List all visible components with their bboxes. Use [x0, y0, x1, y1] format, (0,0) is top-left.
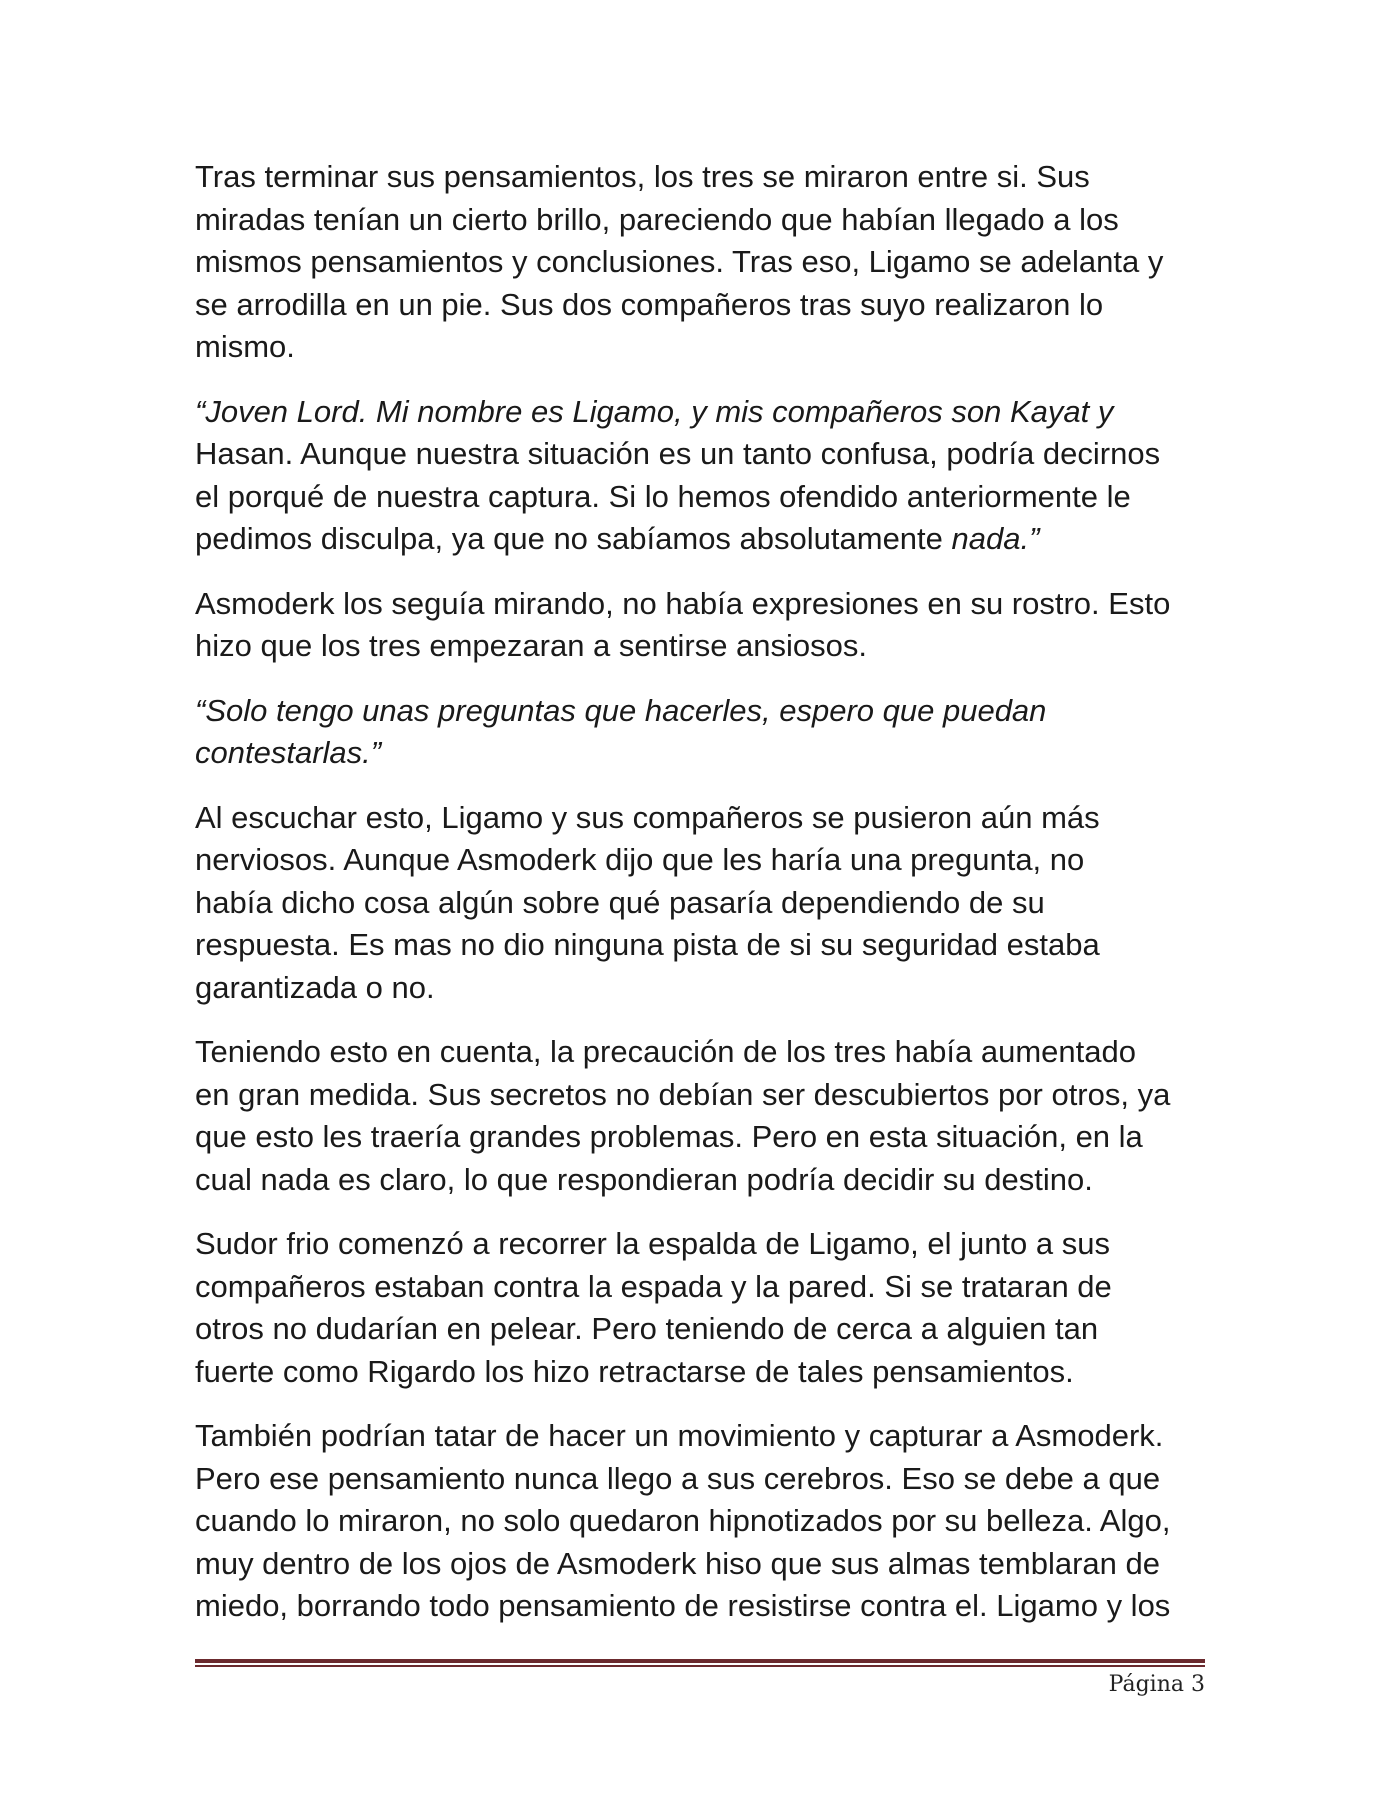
dialogue-italic-end: nada.”	[951, 521, 1040, 556]
footer-rule-thin	[195, 1665, 1205, 1667]
paragraph: También podrían tatar de hacer un movimiento y capturar a Asmoderk. Pero ese pensamiento nunca llego a sus cerebros. Eso se debe a que cuando lo miraron, no solo quedaron hipnotizados por su belleza. Algo, muy dentro de los ojos de Asmoderk hiso que sus almas temblaran de miedo, borrando todo pensamiento de resistirse contra el. Ligamo y los	[195, 1418, 1171, 1623]
page-number: Página 3	[1108, 1672, 1205, 1697]
footer-rule-thick	[195, 1659, 1205, 1663]
paragraph: Asmoderk los seguía mirando, no había expresiones en su rostro. Esto hizo que los tres empezaran a sentirse ansiosos.	[195, 585, 1171, 663]
dialogue-upright-text: Hasan. Aunque nuestra situación es un tanto confusa, podría decirnos el porqué de nuestra captura. Si lo hemos ofendido anteriormente le pedimos disculpa, ya que no sabíamos absolutamente	[195, 436, 1161, 556]
paragraph: Teniendo esto en cuenta, la precaución de los tres había aumentado en gran medida. Sus secretos no debían ser descubiertos por otros, ya que esto les traería grandes problemas. Pero en esta situación, en la cual nada es claro, lo que respondieran podría decidir su destino.	[195, 1034, 1171, 1197]
paragraph: Al escuchar esto, Ligamo y sus compañeros se pusieron aún más nerviosos. Aunque Asmoderk dijo que les haría una pregunta, no había dicho cosa algún sobre qué pasaría dependiendo de su respuesta. Es mas no dio ninguna pista de si su seguridad estaba garantizada o no.	[195, 799, 1100, 1005]
dialogue-paragraph	[195, 391, 1205, 561]
dialogue-italic-text: “Joven Lord. Mi nombre es Ligamo, y mis compañeros son Kayat y	[195, 393, 1114, 429]
dialogue-paragraph: “Solo tengo unas preguntas que hacerles, espero que puedan contestarlas.”	[195, 692, 1047, 770]
paragraph: Tras terminar sus pensamientos, los tres se miraron entre si. Sus miradas tenían un cierto brillo, pareciendo que habían llegado a los mismos pensamientos y conclusiones. Tras eso, Ligamo se adelanta y se arrodilla en un pie. Sus dos compañeros tras suyo realizaron lo mismo.	[195, 159, 1164, 364]
page-body	[195, 156, 1205, 1650]
paragraph: Sudor frio comenzó a recorrer la espalda de Ligamo, el junto a sus compañeros estaban contra la espada y la pared. Si se trataran de otros no dudarían en pelear. Pero teniendo de cerca a alguien tan fuerte como Rigardo los hizo retractarse de tales pensamientos.	[195, 1226, 1112, 1389]
